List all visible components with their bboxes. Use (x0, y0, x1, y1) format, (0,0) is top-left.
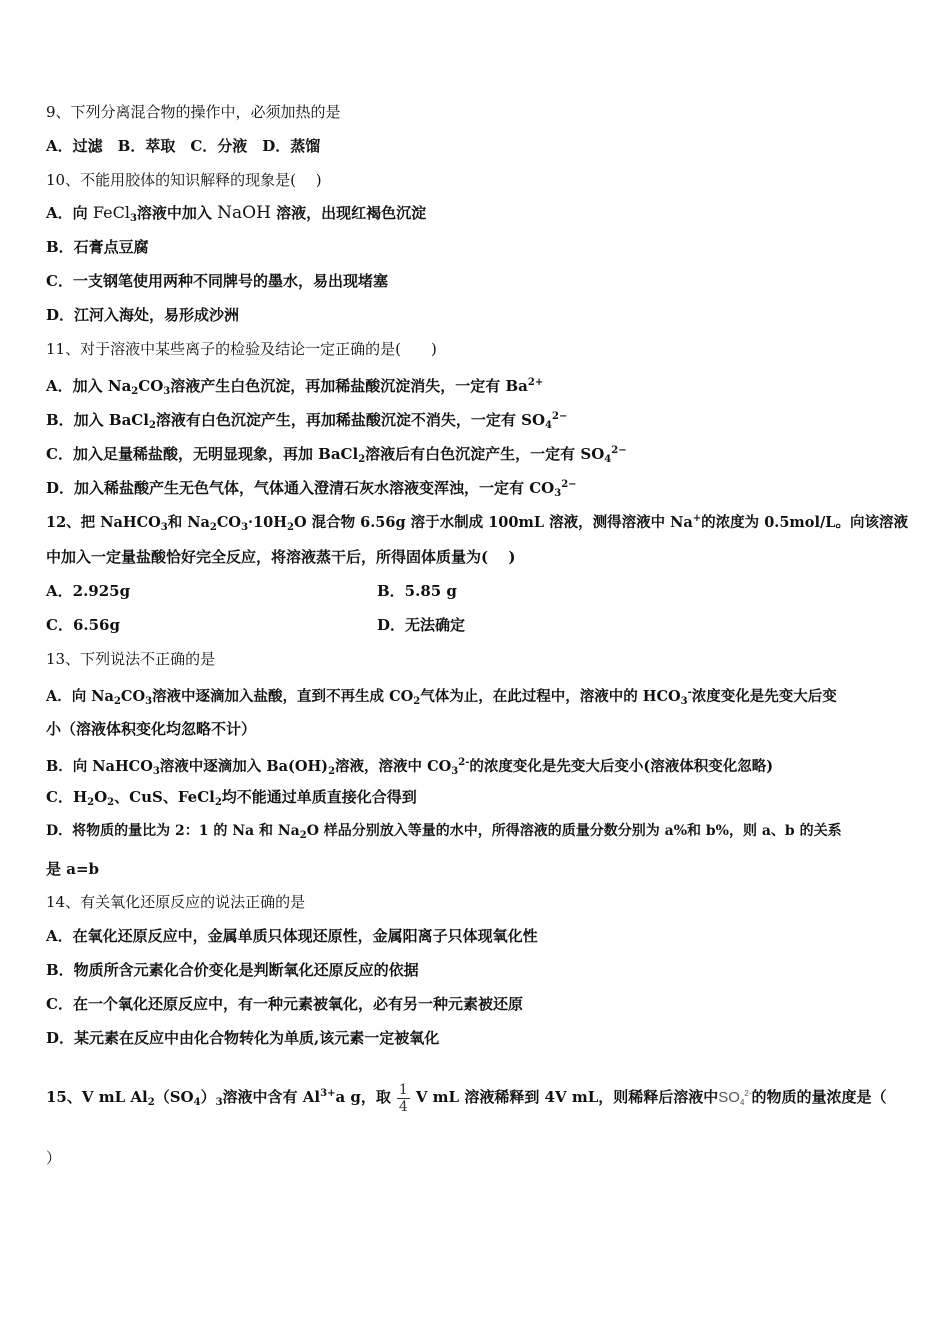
text: 溶液有白色沉淀产生，再加稀盐酸沉淀不消失，一定有 SO (155, 411, 546, 429)
subscript: 3 (215, 1097, 223, 1108)
q14-option-c: C．在一个氧化还原反应中，有一种元素被氧化，必有另一种元素被还原 (46, 995, 523, 1013)
text: 均不能通过单质直接化合得到 (221, 788, 417, 806)
subscript: 2 (131, 386, 139, 397)
text: A．加入 Na (46, 377, 132, 395)
text: CO (216, 514, 242, 531)
text: 溶液，溶液中 CO (335, 758, 452, 775)
q15-stem (46, 1066, 887, 1122)
q10-option-d: D．江河入海处，易形成沙洲 (46, 306, 240, 324)
text: 溶液中逐滴加入盐酸，直到不再生成 CO (152, 688, 414, 705)
subscript: 2 (286, 522, 294, 533)
subscript: 2 (328, 766, 336, 777)
superscript: 2− (561, 479, 577, 490)
text: ） (200, 1088, 216, 1106)
text: CO (120, 688, 146, 705)
text: O (94, 788, 108, 806)
q13-option-a-line2: 小（溶液体积变化均忽略不计） (46, 720, 257, 738)
q13-option-c (46, 787, 417, 813)
formula-naoh: NaOH (217, 203, 271, 223)
subscript: 3 (160, 522, 168, 533)
subscript: 4 (545, 420, 552, 431)
text: （SO (154, 1088, 194, 1106)
subscript: 3 (163, 386, 171, 397)
subscript: 3 (145, 696, 153, 707)
q11-stem: 11、对于溶液中某些离子的检验及结论一定正确的是( ) (46, 340, 437, 358)
fraction-numerator: 1 (398, 1081, 408, 1098)
text: CO (138, 377, 164, 395)
q13-option-d-line1 (46, 821, 842, 846)
subscript: 2 (148, 420, 156, 431)
text: O 混合物 6.56g 溶于水制成 100mL 溶液，测得溶液中 Na (293, 514, 693, 531)
text: 溶液产生白色沉淀，再加稀盐酸沉淀消失，一定有 Ba (170, 377, 528, 395)
text: C．H (46, 788, 88, 806)
text: 的物质的量浓度是（ (751, 1088, 887, 1106)
text: 溶液后有白色沉淀产生，一定有 SO (365, 445, 605, 463)
q9-stem: 9、下列分离混合物的操作中，必须加热的是 (46, 103, 341, 121)
q11-option-a (46, 373, 543, 402)
q10-option-a (46, 203, 426, 229)
q11-option-c (46, 441, 627, 470)
superscript: 2- (458, 757, 470, 768)
q14-option-b: B．物质所含元素化合价变化是判断氧化还原反应的依据 (46, 961, 419, 979)
subscript: 4 (193, 1097, 201, 1108)
subscript: 4 (739, 1098, 745, 1107)
superscript: + (692, 513, 702, 524)
text: 溶液中逐滴加入 Ba(OH) (159, 758, 329, 775)
q9-options: A．过滤 B．萃取 C．分液 D．蒸馏 (46, 137, 321, 155)
text: 12、把 NaHCO (46, 514, 161, 531)
subscript: 3 (129, 213, 137, 224)
text: 的浓度变化是先变大后变小(溶液体积变化忽略) (469, 758, 774, 775)
text: 溶液，出现红褐色沉淀 (270, 204, 427, 222)
text: 气体为止，在此过程中，溶液中的 HCO (420, 688, 681, 705)
q12-stem-line1 (46, 509, 908, 538)
subscript: 2 (209, 522, 217, 533)
q14-option-a: A．在氧化还原反应中，金属单质只体现还原性，金属阳离子只体现氧化性 (46, 927, 538, 945)
so4-base: SO (718, 1089, 740, 1106)
q10-stem: 10、不能用胶体的知识解释的现象是( ) (46, 171, 322, 189)
q13-stem: 13、下列说法不正确的是 (46, 650, 216, 668)
q12-option-a: A．2.925g (46, 582, 131, 600)
text: 的浓度为 0.5mol/L。向该溶液 (701, 514, 908, 531)
text: A．向 (46, 204, 93, 222)
subscript: 2 (87, 797, 95, 808)
superscript: 2− (552, 411, 568, 422)
q11-option-b (46, 407, 567, 436)
fraction-one-quarter (397, 1082, 410, 1115)
text: V mL 溶液稀释到 4V mL，则稀释后溶液中 (415, 1088, 719, 1106)
q12-stem-line2: 中加入一定量盐酸恰好完全反应，将溶液蒸干后，所得固体质量为( ) (46, 548, 516, 566)
superscript: - (687, 687, 692, 698)
q13-option-a-line1 (46, 683, 837, 712)
q10-option-b: B．石膏点豆腐 (46, 238, 149, 256)
subscript: 2 (413, 696, 421, 707)
text: C．加入足量稀盐酸，无明显现象，再加 BaCl (46, 445, 359, 463)
text: A．向 Na (46, 688, 114, 705)
q11-option-d (46, 475, 577, 504)
text: 和 Na (167, 514, 210, 531)
sulfate-ion-formula (718, 1089, 751, 1106)
text: D．将物质的量比为 2：1 的 Na 和 Na (46, 823, 300, 839)
text: O 样品分别放入等量的水中，所得溶液的质量分数分别为 a%和 b%，则 a、b 的关系 (306, 823, 842, 839)
formula-fecl3: FeCl (92, 203, 130, 222)
subscript: 4 (604, 454, 612, 465)
text: 浓度变化是先变大后变 (691, 688, 837, 705)
subscript: 3 (152, 766, 160, 777)
q15-close-paren: ） (46, 1149, 62, 1167)
text: 溶液中加入 (136, 204, 218, 222)
text: 溶液中含有 Al (222, 1088, 321, 1106)
subscript: 2 (107, 797, 115, 808)
q13-option-b (46, 753, 773, 782)
subscript: 3 (680, 696, 688, 707)
superscript: 2- (744, 1089, 752, 1098)
q12-option-c: C．6.56g (46, 616, 120, 634)
text: D．加入稀盐酸产生无色气体，气体通入澄清石灰水溶液变浑浊，一定有 CO (46, 479, 555, 497)
text: B．向 NaHCO (46, 758, 153, 775)
text: B．加入 BaCl (46, 411, 149, 429)
subscript: 2 (147, 1097, 155, 1108)
q14-stem: 14、有关氧化还原反应的说法正确的是 (46, 893, 306, 911)
text: ·10H (248, 514, 287, 531)
subscript: 2 (358, 454, 366, 465)
q10-option-c: C．一支钢笔使用两种不同牌号的墨水，易出现堵塞 (46, 272, 388, 290)
subscript: 3 (451, 766, 459, 777)
fraction-denominator: 4 (398, 1098, 408, 1115)
subscript: 2 (214, 797, 222, 808)
subscript: 2 (113, 696, 121, 707)
superscript: 2− (611, 445, 627, 456)
superscript: 3+ (320, 1088, 336, 1099)
q13-option-d-line2: 是 a=b (46, 860, 99, 878)
q12-option-b: B．5.85 g (377, 582, 457, 600)
text: 15、V mL Al (46, 1088, 148, 1106)
q14-option-d: D．某元素在反应中由化合物转化为单质,该元素一定被氧化 (46, 1029, 440, 1047)
text: a g，取 (335, 1088, 391, 1106)
q12-option-d: D．无法确定 (377, 616, 466, 634)
text: 、CuS、FeCl (114, 788, 215, 806)
subscript: 3 (241, 522, 249, 533)
subscript: 3 (554, 488, 562, 499)
superscript: 2+ (527, 377, 544, 388)
subscript: 2 (299, 830, 307, 841)
